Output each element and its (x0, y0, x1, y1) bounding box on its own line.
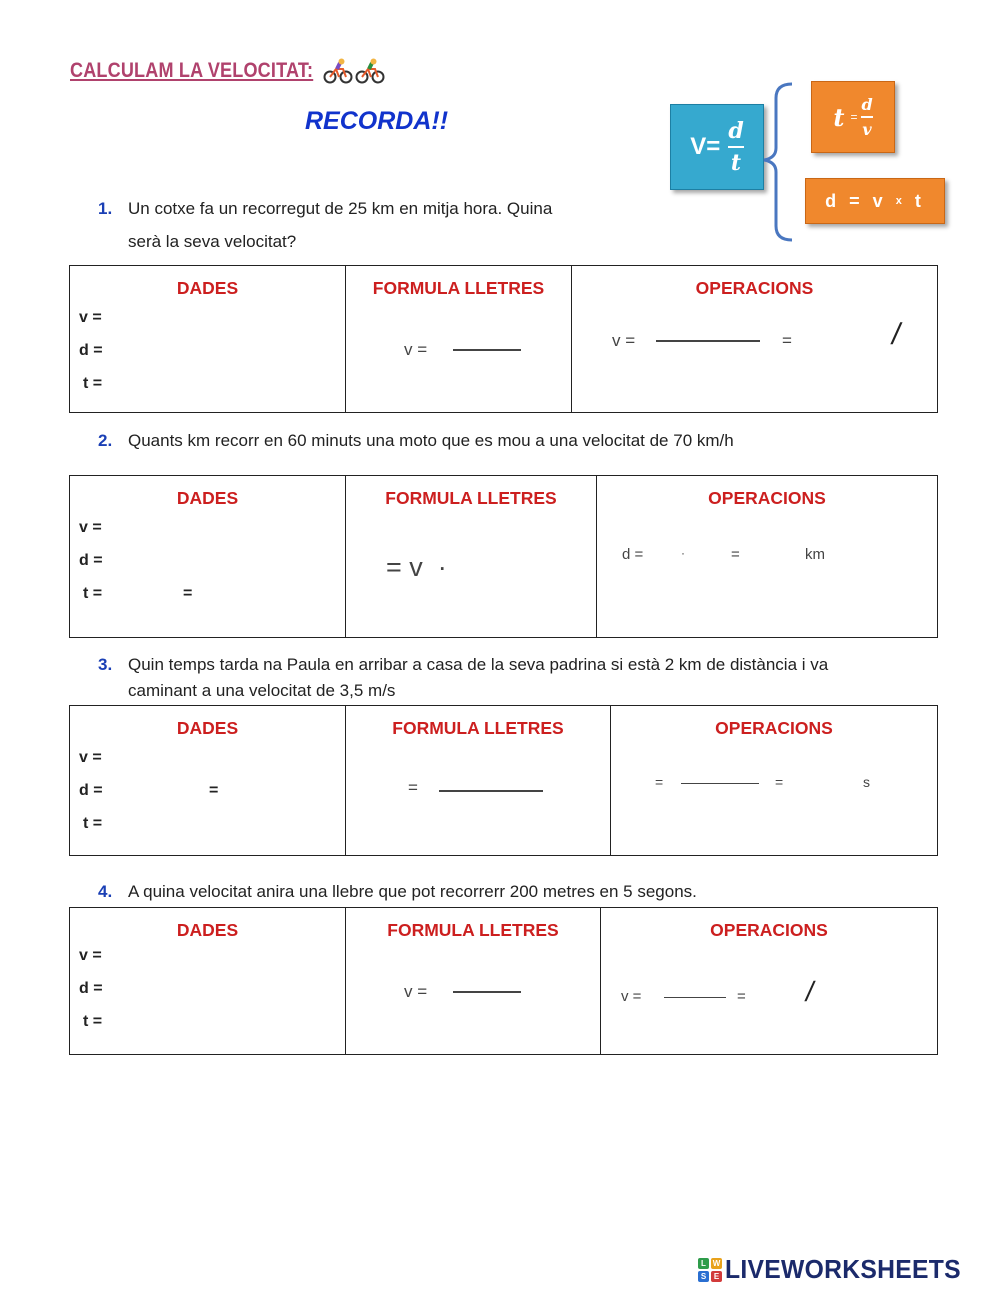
ops-eq: = (737, 988, 746, 1005)
logo-letter: L (698, 1258, 709, 1269)
time-formula-box (811, 81, 895, 153)
velocity-fraction (728, 118, 743, 176)
exercise-table-4 (69, 907, 938, 1055)
fraction-line (656, 340, 760, 342)
ops-slash: / (889, 318, 904, 351)
exercise-table-1 (69, 265, 938, 413)
velocity-formula-box (670, 104, 764, 190)
distance-times: x (895, 195, 906, 207)
formula-cell[interactable] (346, 476, 597, 638)
question-number: 1. (98, 199, 113, 218)
ops-slash: / (803, 976, 817, 1007)
var-v: v = (79, 947, 102, 964)
operacions-cell[interactable] (611, 706, 938, 856)
dades-cell[interactable] (70, 476, 346, 638)
logo-letter: S (698, 1271, 709, 1282)
logo-text: LIVEWORKSHEETS (725, 1254, 961, 1284)
operacions-header: OPERACIONS (715, 718, 833, 738)
page-title (70, 58, 385, 84)
logo-letter: E (711, 1271, 722, 1282)
operacions-cell[interactable] (597, 476, 938, 638)
distance-t: t (914, 190, 925, 211)
question-1 (98, 192, 552, 258)
var-t (79, 577, 345, 610)
question-number: 4. (98, 882, 113, 901)
dades-cell[interactable] (70, 706, 346, 856)
dades-t-eq: = (183, 585, 193, 602)
question-text: serà la seva velocitat? (128, 232, 297, 251)
operacions-cell[interactable] (601, 908, 938, 1055)
exercise-table-2 (69, 475, 938, 638)
question-4 (98, 875, 697, 908)
time-fraction (861, 95, 872, 139)
var-d: d = (79, 342, 103, 359)
time-denominator: v (862, 120, 872, 139)
liveworksheets-logo (698, 1254, 973, 1285)
var-d: d = (79, 980, 103, 997)
dades-header: DADES (176, 920, 239, 940)
formula-text: v = (404, 982, 428, 1001)
time-numerator: d (861, 95, 873, 114)
formula-text: = (408, 778, 418, 797)
question-text: Un cotxe fa un recorregut de 25 km en mitja hora. Quina (128, 199, 553, 218)
formula-text: = v · (386, 552, 447, 582)
question-text: Quin temps tarda na Paula en arribar a casa de la seva padrina si està 2 km de distància i va (128, 655, 829, 674)
operacions-header: OPERACIONS (695, 278, 814, 298)
fraction-line (453, 349, 521, 351)
logo-letter: W (712, 1258, 721, 1268)
dades-cell[interactable] (70, 908, 346, 1055)
question-3 (98, 652, 828, 704)
question-number: 3. (98, 655, 113, 674)
operacions-header: OPERACIONS (708, 488, 826, 508)
time-eq: = (850, 110, 858, 124)
logo-mark-icon (698, 1258, 722, 1282)
ops-eq-2: = (775, 774, 784, 790)
formula-cell[interactable] (346, 908, 601, 1055)
formula-cell[interactable] (346, 266, 572, 413)
ops-dot: · (681, 546, 685, 560)
velocity-lhs: V= (690, 133, 721, 160)
cyclist-icon (355, 58, 385, 84)
formula-header: FORMULA LLETRES (387, 920, 559, 940)
fraction-line (453, 991, 521, 993)
ops-eq: = (731, 546, 740, 563)
velocity-denominator: t (730, 150, 742, 176)
ops-unit: km (805, 546, 825, 563)
formula-header: FORMULA LLETRES (392, 718, 564, 738)
ops-eq-1: = (655, 774, 664, 790)
var-t: t = (83, 375, 103, 392)
title-text: CALCULAM LA VELOCITAT: (70, 59, 314, 82)
exercise-table-3 (69, 705, 938, 856)
curly-brace-icon (762, 82, 802, 242)
operacions-cell[interactable] (572, 266, 938, 413)
bike-emojis (323, 58, 385, 84)
dades-header: DADES (176, 718, 239, 738)
var-d: d = (79, 552, 103, 569)
velocity-numerator: d (728, 118, 744, 144)
var-d-label: d = (79, 782, 103, 799)
operacions-header: OPERACIONS (710, 920, 828, 940)
var-v: v = (79, 749, 102, 766)
var-d (79, 774, 345, 807)
dades-cell[interactable] (70, 266, 346, 413)
ops-d: d = (622, 546, 644, 563)
dades-header: DADES (176, 278, 239, 298)
fraction-line (681, 783, 759, 784)
ops-eq: = (782, 331, 792, 350)
ops-v: v = (612, 331, 636, 350)
formula-header: FORMULA LLETRES (385, 488, 557, 508)
var-v: v = (79, 519, 102, 536)
distance-formula-box (805, 178, 945, 224)
ops-v: v = (621, 988, 642, 1005)
time-lhs: t (833, 102, 845, 132)
question-2 (98, 424, 734, 457)
question-text: A quina velocitat anira una llebre que pot recorrerr 200 metres en 5 segons. (128, 882, 697, 901)
ops-unit: s (863, 774, 870, 790)
cyclist-icon (323, 58, 353, 84)
dades-d-eq: = (209, 782, 219, 799)
distance-formula: d = v (825, 190, 887, 211)
fraction-line (664, 997, 726, 998)
formula-cell[interactable] (346, 706, 611, 856)
var-t-label: t = (83, 585, 103, 602)
question-number: 2. (98, 431, 113, 450)
dades-header: DADES (176, 488, 239, 508)
formula-text: v = (404, 340, 428, 359)
fraction-line (439, 790, 543, 792)
question-text: caminant a una velocitat de 3,5 m/s (128, 681, 396, 700)
recorda-heading: RECORDA!! (305, 107, 449, 135)
formula-header: FORMULA LLETRES (372, 278, 545, 298)
question-text: Quants km recorr en 60 minuts una moto que es mou a una velocitat de 70 km/h (128, 431, 734, 450)
var-t: t = (83, 1013, 103, 1030)
var-v: v = (79, 309, 102, 326)
var-t: t = (83, 815, 103, 832)
